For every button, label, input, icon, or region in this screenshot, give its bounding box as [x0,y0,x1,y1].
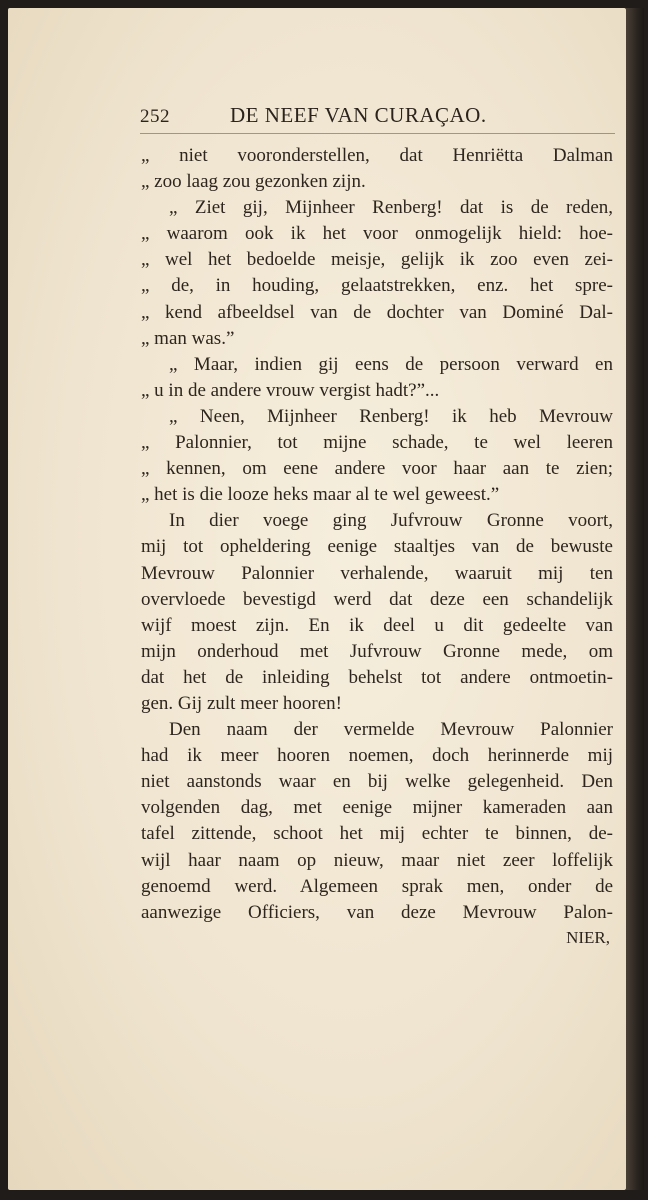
text-line: „ niet vooronderstellen, dat Henriëtta Dalman [141,145,613,166]
catchword: NIER, [566,928,610,947]
text-line: „ u in de andere vrouw vergist hadt?”... [141,379,440,401]
text-line: niet aanstonds waar en bij welke gelegenheid. Den [141,771,613,793]
text-line: „ zoo laag zou gezonken zijn. [141,171,366,193]
text-line: genoemd werd. Algemeen sprak men, onder de [141,875,613,897]
text-line: „ kend afbeeldsel van de dochter van Dominé Dal- [141,301,613,323]
body-text [141,143,613,926]
text-line: overvloede bevestigd werd dat deze een schandelijk [141,588,613,610]
text-line: mij tot opheldering eenige staaltjes van de bewuste [141,536,613,558]
text-line: tafel zittende, schoot het mij echter te binnen, de- [141,823,613,845]
text-line: „ Ziet gij, Mijnheer Renberg! dat is de reden, [169,197,613,219]
text-line: „ kennen, om eene andere voor haar aan te zien; [141,458,613,480]
text-line: had ik meer hooren noemen, doch herinnerde mij [141,745,613,767]
text-line: „ Maar, indien gij eens de persoon verward en [169,353,613,375]
book-spine-edge [626,8,644,1190]
text-line: dat het de inleiding behelst tot andere ontmoetin- [141,666,613,688]
text-line: „ Palonnier, tot mijne schade, te wel leeren [141,432,613,454]
text-line: mijn onderhoud met Jufvrouw Gronne mede, om [141,640,613,662]
page-number: 252 [140,106,170,127]
text-line: „ het is die looze heks maar al te wel geweest.” [141,484,500,506]
text-line: aanwezige Officiers, van deze Mevrouw Palon- [141,901,613,923]
text-line: volgenden dag, met eenige mijner kameraden aan [141,797,613,819]
text-line: Mevrouw Palonnier verhalende, waaruit mij ten [141,562,613,584]
text-line: „ man was.” [141,327,235,349]
text-line: „ waarom ook ik het voor onmogelijk hield: hoe- [141,223,613,245]
text-line: Den naam der vermelde Mevrouw Palonnier [169,719,613,741]
text-line: wijf moest zijn. En ik deel u dit gedeelte van [141,614,613,636]
text-line: gen. Gij zult meer hooren! [141,692,343,714]
header-rule [140,133,615,134]
text-line: „ Neen, Mijnheer Renberg! ik heb Mevrouw [169,405,613,427]
running-title: DE NEEF VAN CURAÇAO. [230,103,487,127]
text-line: „ de, in houding, gelaatstrekken, enz. het spre- [141,275,613,297]
text-line: In dier voege ging Jufvrouw Gronne voort, [169,510,613,532]
running-head [140,103,610,128]
text-line: „ wel het bedoelde meisje, gelijk ik zoo even zei- [141,249,613,271]
text-line: wijl haar naam op nieuw, maar niet zeer loffelijk [141,849,613,871]
